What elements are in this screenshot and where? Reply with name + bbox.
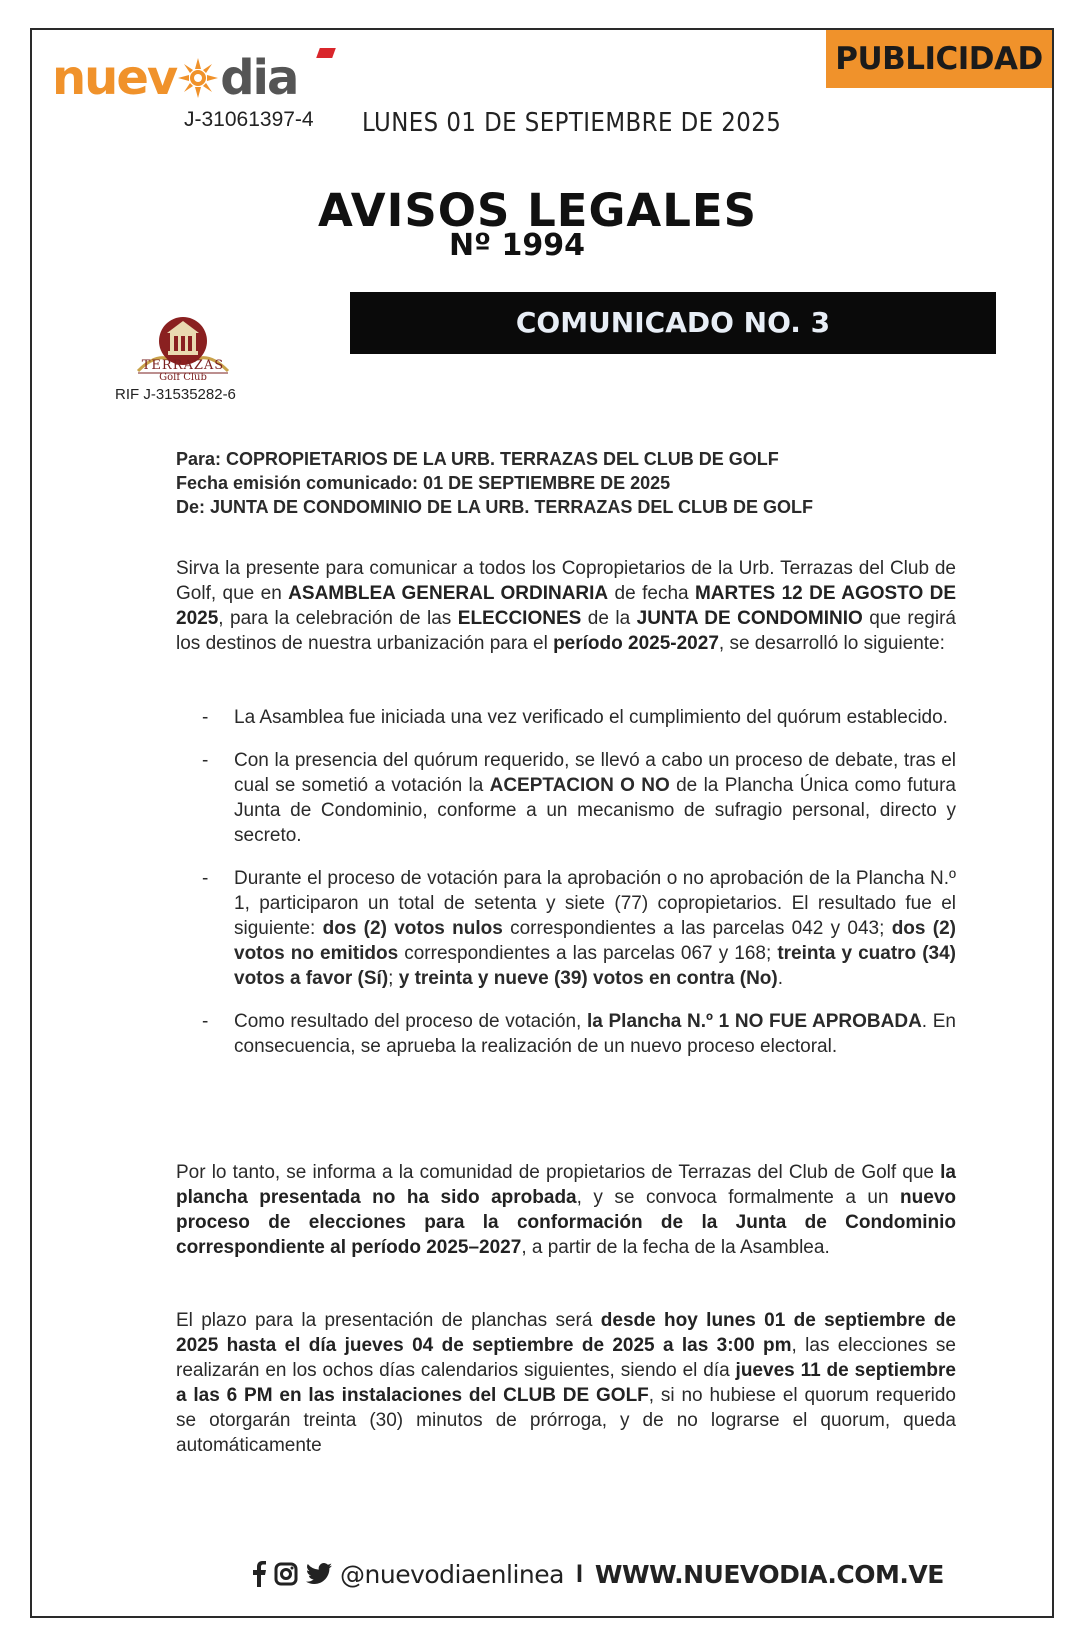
newspaper-rif: J-31061397-4 <box>184 108 314 131</box>
list-item: - Como resultado del proceso de votación, la Plancha N.º 1 NO FUE APROBADA. En consecuencia, se aprueba la realización de un nuevo proceso electoral. <box>202 1011 956 1057</box>
social-handle[interactable]: @nuevodiaenlinea <box>340 1559 564 1589</box>
list-item: - Con la presencia del quórum requerido, se llevó a cabo un proceso de debate, tras el cual se sometió a votación la ACEPTACION O NO de la Plancha Única como futura Junta de Condominio, conforme a un mecanismo de sufragio personal, directo y secreto. <box>202 750 956 846</box>
club-rif: RIF J-31535282-6 <box>115 386 236 403</box>
conclusion-paragraph: Por lo tanto, se informa a la comunidad de propietarios de Terrazas del Club de Golf que la plancha presentada no ha sido aprobada, y se convoca formalmente a un nuevo proceso de elecciones para la conformación de la Junta de Condominio correspondiente al período 2025–2027, a partir de la fecha de la Asamblea. <box>176 1162 956 1258</box>
facebook-icon[interactable] <box>252 1561 266 1587</box>
logo-text-part2: dia <box>220 50 298 106</box>
publicidad-badge: PUBLICIDAD <box>826 30 1052 88</box>
results-list <box>176 705 956 1059</box>
section-number: Nº 1994 <box>449 228 585 263</box>
website-link[interactable]: WWW.NUEVODIA.COM.VE <box>594 1559 944 1589</box>
memo-fecha: Fecha emisión comunicado: 01 DE SEPTIEMBRE DE 2025 <box>176 473 671 493</box>
club-subtitle: Golf Club <box>159 372 207 383</box>
memo-header <box>176 447 956 519</box>
publication-date: LUNES 01 DE SEPTIEMBRE DE 2025 <box>362 108 782 138</box>
footer-bar <box>252 1556 944 1592</box>
club-name: TERRAZAS <box>141 358 225 373</box>
intro-paragraph: Sirva la presente para comunicar a todos los Copropietarios de la Urb. Terrazas del Club de Golf, que en ASAMBLEA GENERAL ORDINARIA de fecha MARTES 12 DE AGOSTO DE 2025, para la celebración de las ELECCIONES de la JUNTA DE CONDOMINIO que regirá los destinos de nuestra urbanización para el período 2025-2027, se desarrolló lo siguiente: <box>176 558 957 654</box>
twitter-icon[interactable] <box>306 1563 332 1585</box>
memo-de: De: JUNTA DE CONDOMINIO DE LA URB. TERRAZAS DEL CLUB DE GOLF <box>176 497 814 517</box>
logo-text-part1: nuev <box>52 50 177 106</box>
footer-separator: I <box>575 1559 583 1588</box>
instagram-icon[interactable] <box>274 1562 298 1586</box>
memo-para: Para: COPROPIETARIOS DE LA URB. TERRAZAS DEL CLUB DE GOLF <box>176 449 779 469</box>
sun-icon <box>177 57 219 99</box>
section-title: AVISOS LEGALES <box>318 184 758 237</box>
newspaper-logo <box>52 48 297 108</box>
list-item: - Durante el proceso de votación para la aprobación o no aprobación de la Plancha N.º 1, participaron un total de setenta y siete (77) copropietarios. El resultado fue el siguiente: dos (2) votos nulos correspondientes a las parcelas 042 y 043; dos (2) votos no emitidos correspondientes a las parcelas 067 y 168; treinta y cuatro (34) votos a favor (Sí); y treinta y nueve (39) votos en contra (No). <box>202 868 957 989</box>
list-item: - La Asamblea fue iniciada una vez verificado el cumplimiento del quórum establecido. <box>202 707 948 728</box>
deadline-paragraph: El plazo para la presentación de planchas será desde hoy lunes 01 de septiembre de 2025 hasta el día jueves 04 de septiembre de 2025 a las 3:00 pm, las elecciones se realizarán en los ochos días calendarios siguientes, siendo el día jueves 11 de septiembre a las 6 PM en las instalaciones del CLUB DE GOLF, si no hubiese el quorum requerido se otorgarán treinta (30) minutos de prórroga, y de no lograrse el quorum, queda automáticamente <box>176 1310 957 1456</box>
comunicado-banner: COMUNICADO NO. 3 <box>350 292 996 354</box>
